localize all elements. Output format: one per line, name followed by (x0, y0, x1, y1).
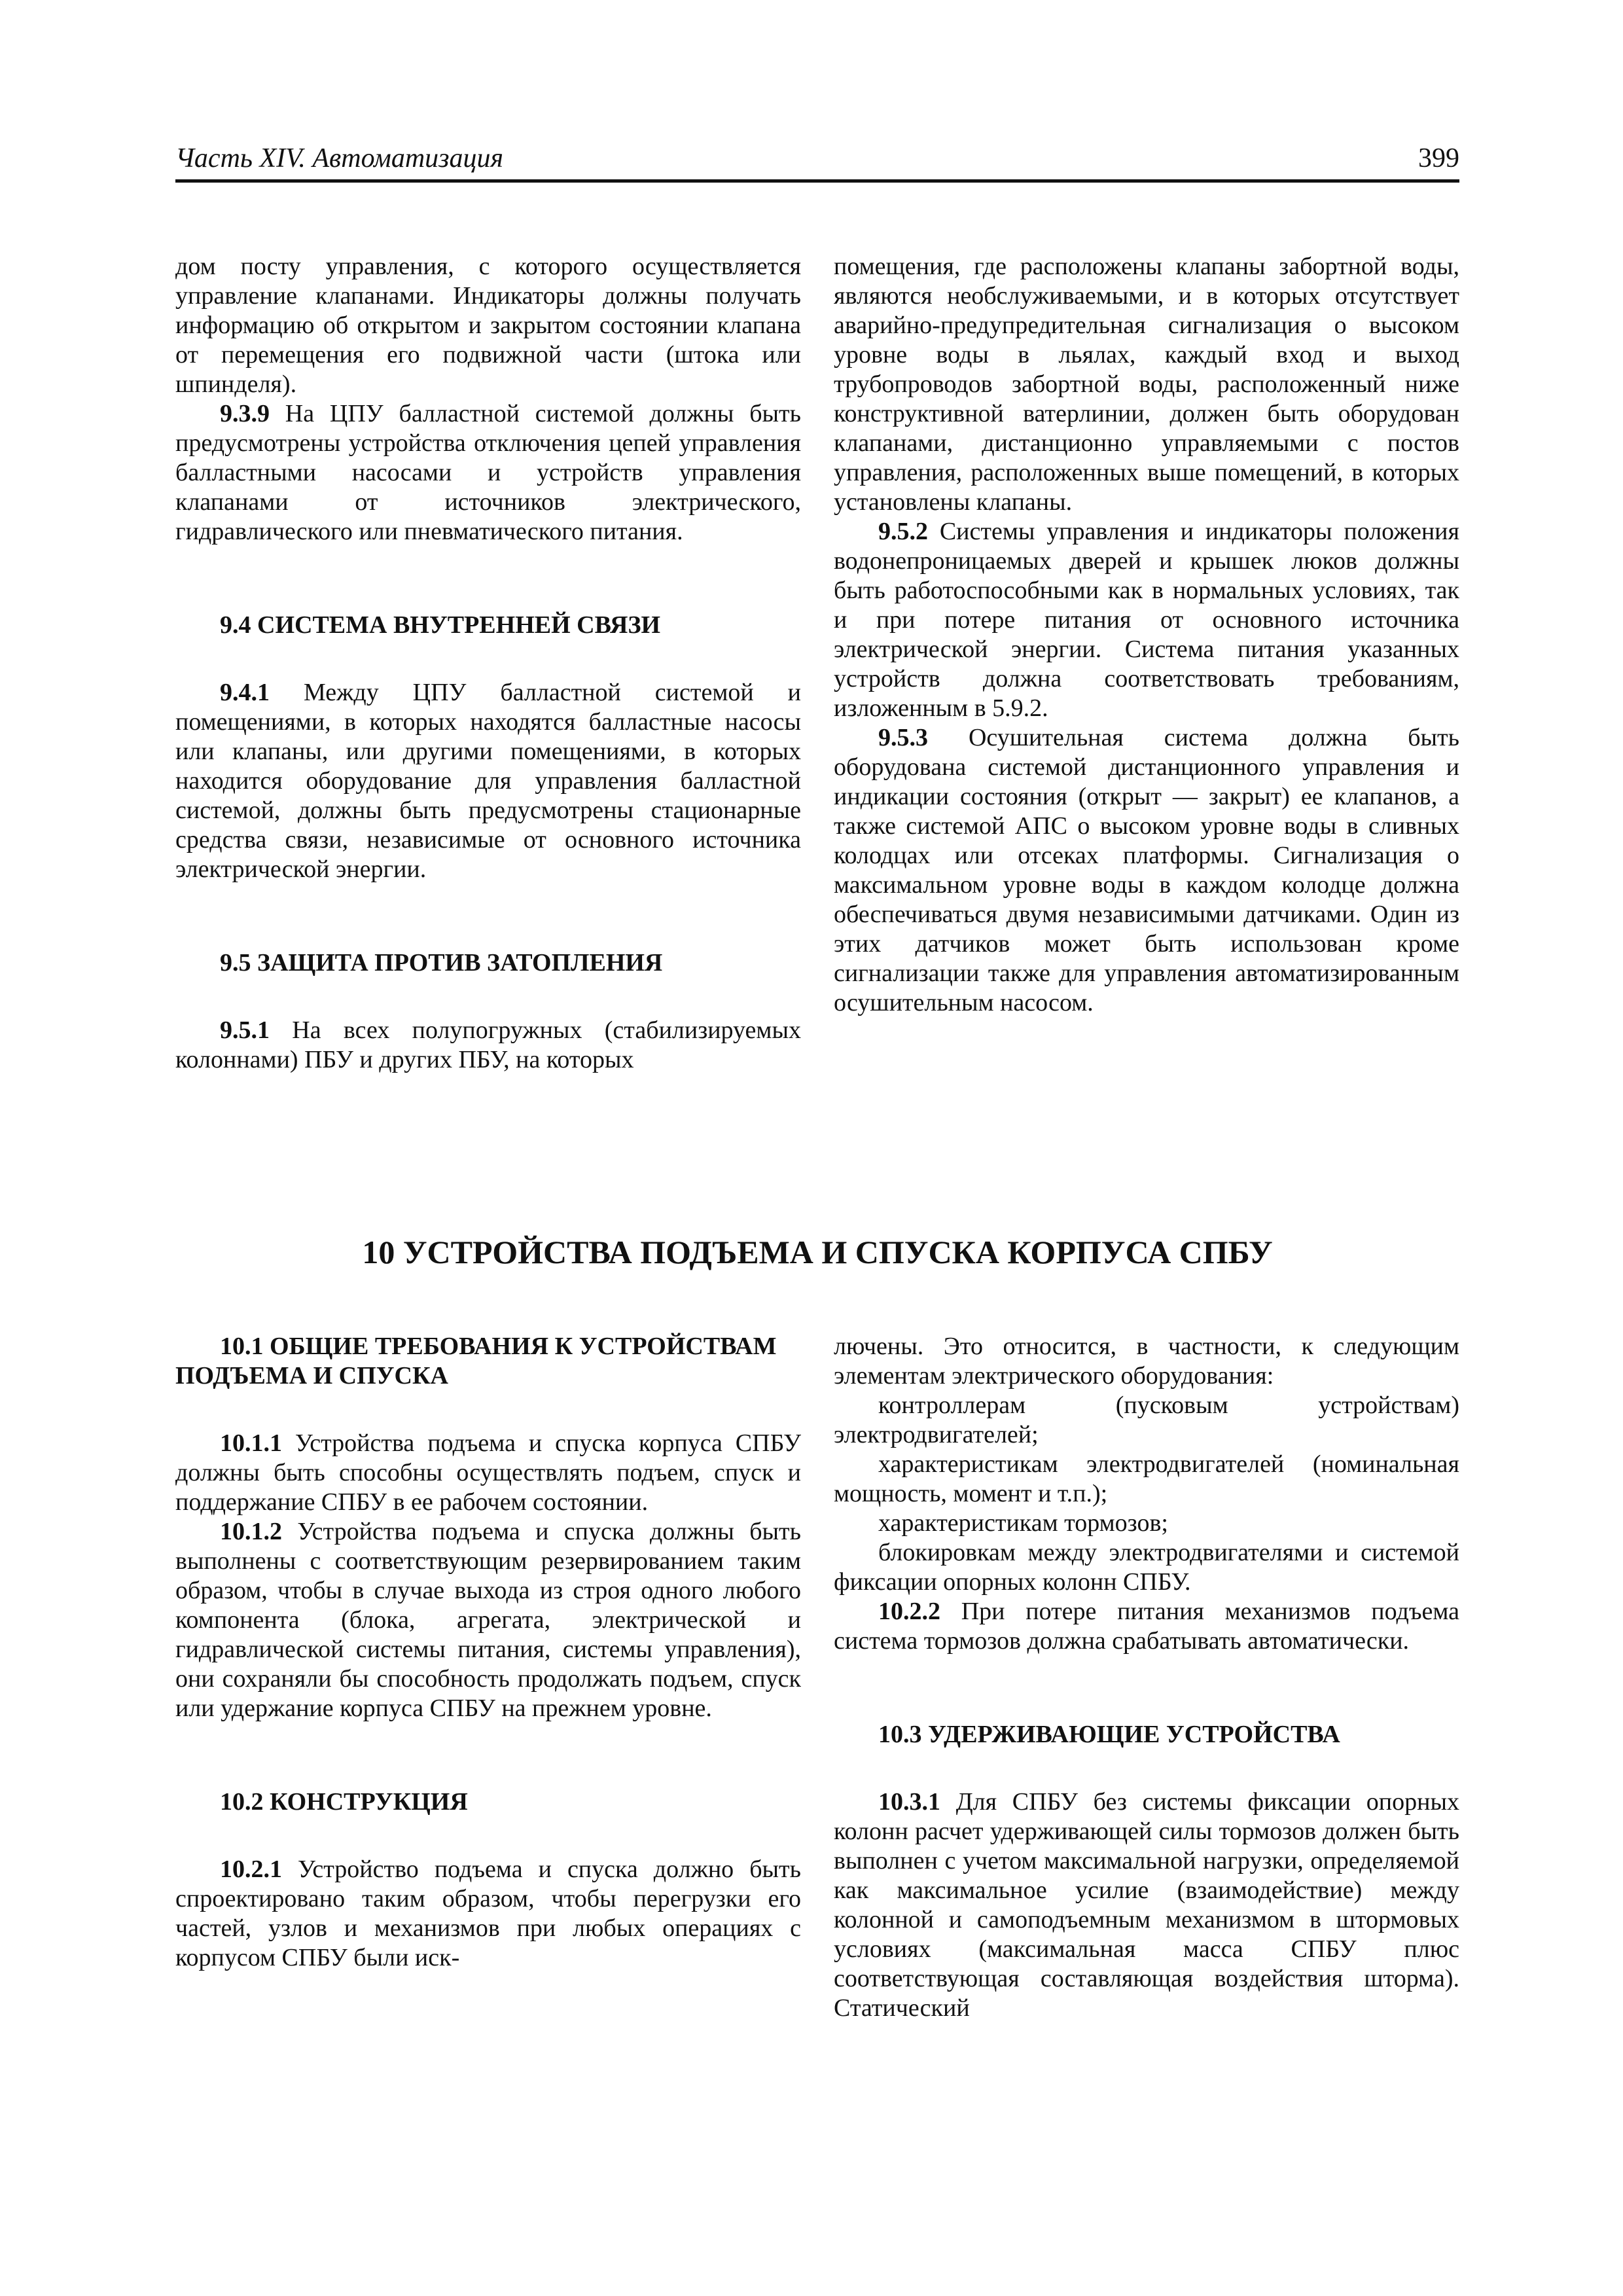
section-heading-10-3: 10.3 УДЕРЖИВАЮЩИЕ УСТРОЙСТВА (878, 1721, 1340, 1748)
heading-line-1: 10.1 ОБЩИЕ ТРЕБОВАНИЯ К УСТРОЙСТВАМ (220, 1333, 777, 1360)
paragraph: дом посту управления, с которого осуществляется управление клапанами. Индикаторы должны получать информацию об открытом и закрытом состоянии клапана от перемещения его подвижной части (штока или шпинделя). (175, 253, 801, 398)
paragraph-9-4-1 (175, 678, 801, 884)
paragraph: помещения, где расположены клапаны забортной воды, являются необслуживаемыми, и в которых отсутствует аварийно-предупредительная сигнализация о высоком уровне воды в льялах, каждый вход и выход трубопроводов забортной воды, расположенный ниже конструктивной ватерлинии, должен быть оборудован клапанами, дистанционно управляемыми с постов управления, расположенных выше помещений, в которых установлены клапаны. (834, 253, 1459, 516)
clause-text: Системы управления и индикаторы положения водонепроницаемых дверей и крышек люков должны быть работоспособными как в нормальных условиях, так и при потере питания от основного источника электрической энергии. Система питания указанных устройств должна соответствовать требованиям, изложенным в 5.9.2. (834, 518, 1459, 722)
paragraph-9-3-9 (175, 399, 801, 547)
bottom-left-column (175, 1332, 801, 1973)
clause-text: Между ЦПУ балластной системой и помещениями, в которых находятся балластные насосы или клапаны, или другими помещениями, в которых находится оборудование для управления балластной системой, должны быть предусмотрены стационарные средства связи, независимые от основного источника электрической энергии. (175, 679, 801, 883)
paragraph-10-1-2 (175, 1517, 801, 1723)
section-heading-10-2: 10.2 КОНСТРУКЦИЯ (220, 1788, 468, 1816)
clause-number: 10.1.2 (220, 1518, 282, 1545)
clause-text: Устройства подъема и спуска корпуса СПБУ должны быть способны осуществлять подъем, спуск и поддержание СПБУ в ее рабочем состоянии. (175, 1429, 801, 1516)
clause-number: 10.3.1 (878, 1788, 940, 1816)
paragraph-9-5-1 (175, 1016, 801, 1075)
paragraph: лючены. Это относится, в частности, к следующим элементам электрического оборудования: (834, 1333, 1459, 1390)
clause-text: При потере питания механизмов подъема система тормозов должна срабатывать автоматически. (834, 1598, 1459, 1655)
list-item: характеристикам электродвигателей (номинальная мощность, момент и т.п.); (834, 1450, 1459, 1507)
clause-number: 9.5.2 (878, 518, 928, 545)
clause-number: 9.5.3 (878, 724, 928, 751)
clause-text: На всех полупогружных (стабилизируемых колоннами) ПБУ и других ПБУ, на которых (175, 1016, 801, 1073)
clause-number: 10.2.1 (220, 1856, 282, 1883)
clause-number: 10.1.1 (220, 1429, 282, 1457)
running-title: Часть XIV. Автоматизация (175, 143, 504, 173)
top-right-column (834, 252, 1459, 1018)
section-heading-9-4: 9.4 СИСТЕМА ВНУТРЕННЕЙ СВЯЗИ (220, 611, 661, 639)
paragraph-10-3-1 (834, 1787, 1459, 2023)
page-number: 399 (1418, 143, 1459, 173)
chapter-title: 10 УСТРОЙСТВА ПОДЪЕМА И СПУСКА КОРПУСА СПБУ (362, 1234, 1273, 1270)
list-item: контроллерам (пусковым устройствам) электродвигателей; (834, 1391, 1459, 1448)
paragraph-9-5-3 (834, 723, 1459, 1018)
heading-line-2: ПОДЪЕМА И СПУСКА (175, 1362, 448, 1390)
top-left-column (175, 252, 801, 1075)
clause-number: 9.3.9 (220, 400, 270, 427)
clause-text: Устройство подъема и спуска должно быть спроектировано таким образом, чтобы перегрузки его частей, узлов и механизмов при любых операциях с корпусом СПБУ были иск- (175, 1856, 801, 1971)
section-heading-9-5: 9.5 ЗАЩИТА ПРОТИВ ЗАТОПЛЕНИЯ (220, 949, 663, 977)
clause-text: Осушительная система должна быть оборудована системой дистанционного управления и индикации состояния (открыт — закрыт) ее клапанов, а также системой АПС о высоком уровне воды в сливных колодцах или отсеках платформы. Сигнализация о максимальном уровне воды в каждом колодце должна обеспечиваться двумя независимыми датчиками. Один из этих датчиков может быть использован кроме сигнализации также для управления автоматизированным осушительным насосом. (834, 724, 1459, 1016)
list-item: блокировкам между электродвигателями и системой фиксации опорных колонн СПБУ. (834, 1539, 1459, 1596)
clause-number: 10.2.2 (878, 1598, 940, 1625)
paragraph-10-1-1 (175, 1429, 801, 1517)
running-header (175, 139, 1459, 183)
clause-number: 9.4.1 (220, 679, 270, 706)
bottom-right-column (834, 1332, 1459, 2023)
paragraph-9-5-2 (834, 517, 1459, 723)
paragraph-10-2-1 (175, 1855, 801, 1973)
clause-number: 9.5.1 (220, 1016, 270, 1044)
clause-text: Для СПБУ без системы фиксации опорных колонн расчет удерживающей силы тормозов должен быть выполнен с учетом максимальной нагрузки, определяемой как максимальное усилие (взаимодействие) между колонной и самоподъемным механизмом в штормовых условиях (максимальная масса СПБУ плюс соответствующая составляющая воздействия шторма). Статический (834, 1788, 1459, 2022)
paragraph-10-2-2 (834, 1597, 1459, 1656)
clause-text: Устройства подъема и спуска должны быть выполнены с соответствующим резервированием таким образом, чтобы в случае выхода из строя одного любого компонента (блока, агрегата, электрической и гидравлической системы питания, системы управления), они сохраняли бы способность продолжать подъем, спуск или удержание корпуса СПБУ на прежнем уровне. (175, 1518, 801, 1722)
section-heading-10-1 (175, 1332, 801, 1391)
list-item: характеристикам тормозов; (878, 1509, 1168, 1537)
clause-text: На ЦПУ балластной системой должны быть предусмотрены устройства отключения цепей управления балластными насосами и устройств управления клапанами от источников электрического, гидравлического или пневматического питания. (175, 400, 801, 545)
